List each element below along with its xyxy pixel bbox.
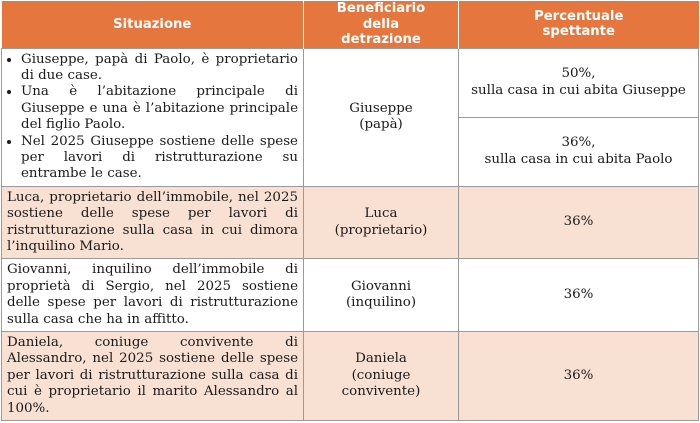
beneficiario-cell (304, 186, 459, 259)
table-row (2, 48, 699, 117)
header-percentuale (459, 1, 699, 48)
situazione-cell: Daniela, coniuge convivente di Alessandro, nel 2025 sostiene delle spese per lavori di ristrutturazione sulla casa di cui è proprietario il marito Alessandro al 100%. (2, 332, 304, 421)
header-percentuale-text: Percentuale spettante (534, 8, 624, 40)
list-item: • Una è l’abitazione principale di Giuseppe e una è l’abitazione principale del figlio Paolo. (21, 84, 298, 133)
percentuale-note: sulla casa in cui abita Giuseppe (471, 82, 686, 98)
percentuale-cell: 36% (459, 259, 699, 332)
percentuale-cell (459, 48, 699, 117)
beneficiario-role: (coniuge convivente) (341, 367, 421, 400)
header-situazione: Situazione (2, 1, 304, 48)
beneficiario-cell (304, 259, 459, 332)
beneficiario-role: (inquilino) (345, 295, 417, 311)
header-row (2, 1, 699, 48)
beneficiario-role: (proprietario) (334, 222, 428, 238)
beneficiario-name: Giuseppe (349, 100, 413, 116)
percentuale-cell (459, 117, 699, 186)
header-beneficiario (304, 1, 459, 48)
list-item: • Nel 2025 Giuseppe sostiene delle spese per lavori di ristrutturazione su entrambe le case. (21, 134, 298, 183)
table-row (2, 332, 699, 421)
situazione-cell: Luca, proprietario dell’immobile, nel 2025 sostiene delle spese per lavori di ristrutturazione sulla casa in cui dimora l’inquilino Mario. (2, 186, 304, 259)
beneficiario-role: (papà) (359, 117, 403, 133)
table-row (2, 186, 699, 259)
list-item: • Giuseppe, papà di Paolo, è proprietario di due case. (21, 52, 298, 85)
beneficiario-cell (304, 48, 459, 186)
situazione-bullet-list (7, 52, 298, 183)
percentuale-note: sulla casa in cui abita Paolo (484, 151, 673, 167)
beneficiario-cell (304, 332, 459, 421)
situazione-cell (2, 48, 304, 186)
percentuale-value: 50%, (561, 66, 596, 82)
table-row (2, 259, 699, 332)
detrazione-table (1, 1, 699, 421)
beneficiario-name: Giovanni (350, 278, 412, 294)
percentuale-value: 36%, (561, 135, 596, 151)
header-beneficiario-text: Beneficiario della detrazione (336, 1, 426, 47)
beneficiario-name: Luca (364, 206, 398, 222)
beneficiario-name: Daniela (355, 351, 407, 367)
percentuale-cell: 36% (459, 186, 699, 259)
percentuale-cell: 36% (459, 332, 699, 421)
situazione-cell: Giovanni, inquilino dell’immobile di proprietà di Sergio, nel 2025 sostiene delle spese per lavori di ristrutturazione sulla casa che ha in affitto. (2, 259, 304, 332)
